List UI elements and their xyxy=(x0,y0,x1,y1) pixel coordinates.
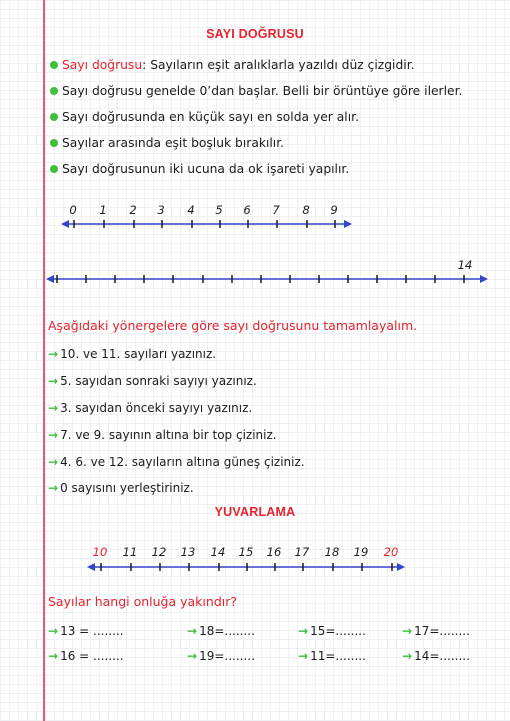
question-text: 16 = ........ xyxy=(60,649,124,663)
definition-term: Sayı doğrusu xyxy=(62,58,143,72)
green-arrow-icon: → xyxy=(48,428,59,442)
numberline-label: 0 xyxy=(69,203,77,217)
question-item xyxy=(402,622,470,640)
question-text: 15=........ xyxy=(310,624,366,638)
question-item xyxy=(187,647,255,665)
green-arrow-icon: → xyxy=(402,624,413,638)
numberline-label: 9 xyxy=(330,203,338,217)
bullet-text: Sayı doğrusu genelde 0’dan başlar. Belli bir örüntüye göre ilerler. xyxy=(62,84,463,98)
numberline-label: 4 xyxy=(187,203,195,217)
green-arrow-icon: → xyxy=(48,374,59,388)
instruction-text: 5. sayıdan sonraki sayıyı yazınız. xyxy=(60,374,257,388)
bullet-text: Sayı doğrusunda en küçük sayı en solda yer alır. xyxy=(62,110,359,124)
numberline-label: 12 xyxy=(151,545,167,559)
numberline-2-label: 14 xyxy=(457,258,473,272)
numberline-label: 15 xyxy=(238,545,254,559)
numberline-label: 19 xyxy=(353,545,369,559)
question-text: 19=........ xyxy=(199,649,255,663)
numberline-label: 13 xyxy=(180,545,196,559)
numberline-label: 10 xyxy=(92,545,108,559)
numberline-label: 16 xyxy=(266,545,282,559)
page-title: SAYI DOĞRUSU xyxy=(206,27,304,41)
numberline-label: 3 xyxy=(157,203,165,217)
green-arrow-icon: → xyxy=(48,347,59,361)
question-text: 13 = ........ xyxy=(60,624,124,638)
left-arrow-icon xyxy=(87,563,95,571)
question-text: 18=........ xyxy=(199,624,255,638)
question-item xyxy=(402,647,470,665)
instruction-text: 7. ve 9. sayının altına bir top çiziniz. xyxy=(60,428,277,442)
bullet-text: Sayılar arasında eşit boşluk bırakılır. xyxy=(62,136,285,150)
numberline-label: 5 xyxy=(215,203,223,217)
questions-heading: Sayılar hangi onluğa yakındır? xyxy=(48,594,238,609)
numberline-label: 11 xyxy=(122,545,138,559)
numberline-label: 2 xyxy=(129,203,137,217)
green-arrow-icon: → xyxy=(48,649,59,663)
instruction-text: 4. 6. ve 12. sayıların altına güneş çiziniz. xyxy=(60,455,305,469)
numberline-label: 1 xyxy=(99,203,107,217)
instruction-text: 10. ve 11. sayıları yazınız. xyxy=(60,347,217,361)
numberline-label: 8 xyxy=(302,203,310,217)
green-arrow-icon: → xyxy=(48,624,59,638)
question-text: 17=........ xyxy=(414,624,470,638)
definition-text: : Sayıların eşit aralıklarla yazıldı düz çizgidir. xyxy=(142,58,415,72)
green-arrow-icon: → xyxy=(48,481,59,495)
green-arrow-icon: → xyxy=(187,624,198,638)
green-arrow-icon: → xyxy=(48,401,59,415)
numberline-label: 18 xyxy=(324,545,340,559)
rounding-title: YUVARLAMA xyxy=(214,505,296,519)
question-text: 14=........ xyxy=(414,649,470,663)
numberline-label: 17 xyxy=(294,545,310,559)
numberline-label: 7 xyxy=(272,203,280,217)
numberline-label: 20 xyxy=(383,545,399,559)
green-arrow-icon: → xyxy=(402,649,413,663)
right-arrow-icon xyxy=(397,563,405,571)
green-arrow-icon: → xyxy=(48,455,59,469)
bullet-text: Sayı doğrusunun iki ucuna da ok işareti yapılır. xyxy=(62,162,350,176)
green-arrow-icon: → xyxy=(298,649,309,663)
instruction-text: 3. sayıdan önceki sayıyı yazınız. xyxy=(60,401,253,415)
green-arrow-icon: → xyxy=(187,649,198,663)
question-item xyxy=(48,647,124,665)
question-item xyxy=(298,622,366,640)
green-arrow-icon: → xyxy=(298,624,309,638)
instructions-heading: Aşağıdaki yönergelere göre sayı doğrusunu tamamlayalım. xyxy=(48,318,418,333)
instruction-text: 0 sayısını yerleştiriniz. xyxy=(60,481,194,495)
question-item xyxy=(187,622,255,640)
question-item xyxy=(48,622,124,640)
numberline-label: 6 xyxy=(243,203,251,217)
question-text: 11=........ xyxy=(310,649,366,663)
question-item xyxy=(298,647,366,665)
numberline-label: 14 xyxy=(210,545,226,559)
